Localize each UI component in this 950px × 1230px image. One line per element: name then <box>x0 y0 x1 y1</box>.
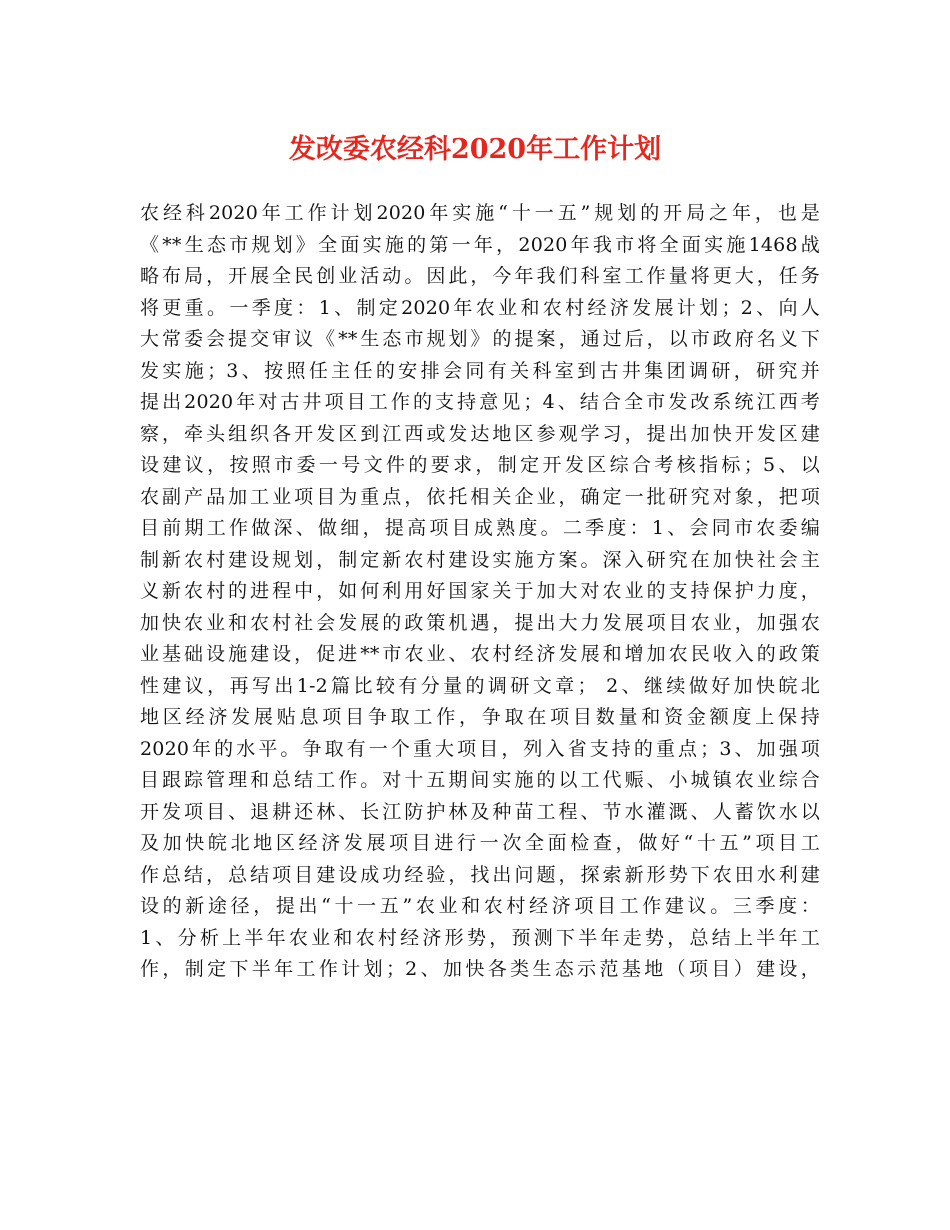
document-title: 发改委农经科2020年工作计划 <box>288 134 662 165</box>
body-text-line: 提出2020年对古井项目工作的支持意见；4、结合全市发改系统江西考 <box>140 391 820 413</box>
body-text-line: 设建议，按照市委一号文件的要求，制定开发区综合考核指标；5、以 <box>140 454 820 476</box>
body-text-line: 察，牵头组织各开发区到江西或发达地区参观学习，提出加快开发区建 <box>140 422 820 445</box>
body-text-line: 地区经济发展贴息项目争取工作，争取在项目数量和资金额度上保持 <box>140 706 820 728</box>
body-text-line: 义新农村的进程中，如何利用好国家关于加大对农业的支持保护力度， <box>140 580 820 602</box>
body-text-line: 2020年的水平。争取有一个重大项目，列入省支持的重点；3、加强项 <box>140 737 820 760</box>
body-text-line: 农副产品加工业项目为重点，依托相关企业，确定一批研究对象，把项 <box>140 485 820 508</box>
body-text-line: 性建议，再写出1-2篇比较有分量的调研文章； 2、继续做好加快皖北 <box>140 674 820 697</box>
body-text-line: 作，制定下半年工作计划；2、加快各类生态示范基地（项目）建设， <box>140 958 820 980</box>
body-text-line: 发实施；3、按照任主任的安排会同有关科室到古井集团调研，研究并 <box>140 359 820 382</box>
body-text-line: 业基础设施建设，促进**市农业、农村经济发展和增加农民收入的政策 <box>140 643 820 665</box>
body-text-line: 农经科2020年工作计划2020年实施“十一五”规划的开局之年，也是 <box>140 202 820 224</box>
body-text-line: 作总结，总结项目建设成功经验，找出问题，探索新形势下农田水利建 <box>140 863 820 886</box>
document-body <box>140 198 820 986</box>
body-text-line: 目跟踪管理和总结工作。对十五期间实施的以工代赈、小城镇农业综合 <box>140 769 820 791</box>
body-text-line: 及加快皖北地区经济发展项目进行一次全面检查，做好“十五”项目工 <box>140 832 820 854</box>
body-text-line: 开发项目、退耕还林、长江防护林及种苗工程、节水灌溉、人蓄饮水以 <box>140 800 820 823</box>
body-text-line: 目前期工作做深、做细，提高项目成熟度。二季度：1、会同市农委编 <box>140 517 820 539</box>
body-text-line: 加快农业和农村社会发展的政策机遇，提出大力发展项目农业，加强农 <box>140 611 820 634</box>
body-text-line: 1、分析上半年农业和农村经济形势，预测下半年走势，总结上半年工 <box>140 926 820 949</box>
body-text-line: 大常委会提交审议《**生态市规划》的提案，通过后，以市政府名义下 <box>140 328 820 350</box>
body-text-line: 将更重。一季度：1、制定2020年农业和农村经济发展计划；2、向人 <box>140 296 820 319</box>
body-text-line: 制新农村建设规划，制定新农村建设实施方案。深入研究在加快社会主 <box>140 548 820 571</box>
body-text-line: 略布局，开展全民创业活动。因此，今年我们科室工作量将更大，任务 <box>140 265 820 287</box>
body-text-line: 《**生态市规划》全面实施的第一年，2020年我市将全面实施1468战 <box>140 233 820 256</box>
body-text-line: 设的新途径，提出“十一五”农业和农村经济项目工作建议。三季度： <box>140 895 820 917</box>
